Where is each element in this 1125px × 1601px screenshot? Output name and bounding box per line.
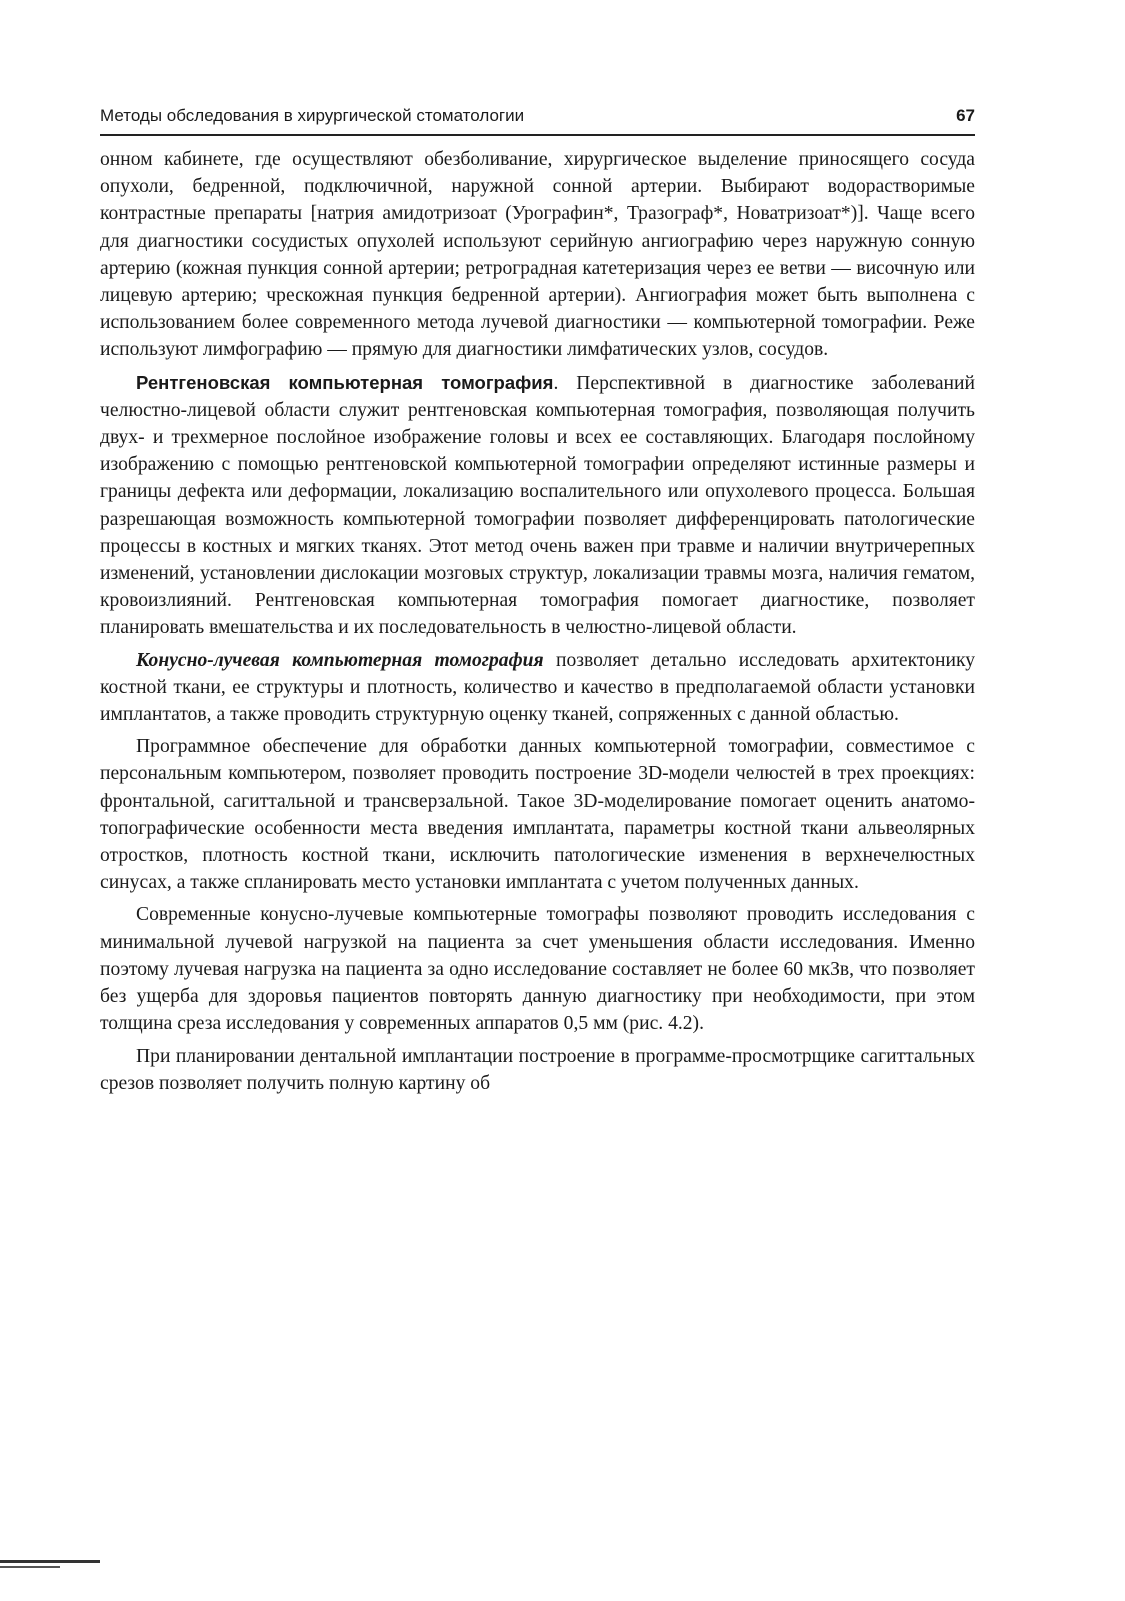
scan-edge-mark [0, 1566, 60, 1568]
paragraph-text: онном кабинете, где осуществляют обезболивание, хирургическое выделение приносящего сосуда опухоли, бедренной, подключичной, наружной сонной артерии. Выбирают водорастворимые контрастные препараты [натрия амидотризоат (Урографин*, Тразограф*, Новатризоат*)]. Чаще всего для диагностики сосудистых опухолей используют серийную ангиографию через наружную сонную артерию (кожная пункция сонной артерии; ретроградная катетеризация через ее ветви — височную или лицевую артерию; чрескожная пункция бедренной артерии). Ангиография может быть выполнена с использованием более современного метода лучевой диагностики — компьютерной томографии. Реже используют лимфографию — прямую для диагностики лимфатических узлов, сосудов. [100, 149, 975, 361]
paragraph-angiography-continued [100, 146, 975, 364]
paragraph-cbct [100, 647, 975, 729]
paragraph-text: При планировании дентальной имплантации построение в программе-просмотрщике сагиттальных срезов позволяет получить полную картину об [100, 1045, 975, 1094]
paragraph-radiation-dose [100, 901, 975, 1037]
paragraph-implant-planning [100, 1043, 975, 1097]
paragraph-ct [100, 369, 975, 642]
body-text [100, 146, 975, 1102]
section-heading-ct: Рентгеновская компьютерная томография [136, 371, 554, 393]
paragraph-software [100, 733, 975, 896]
running-header [100, 104, 975, 136]
page-number: 67 [956, 106, 975, 125]
paragraph-text: Современные конусно-лучевые компьютерные томографы позволяют проводить исследования с минимальной лучевой нагрузкой на пациента за счет уменьшения области исследования. Именно поэтому лучевая нагрузка на пациента за одно исследование составляет не более 60 мкЗв, что позволяет без ущерба для здоровья пациентов повторять данную диагностику при необходимости, при этом толщина среза исследования у современных аппаратов 0,5 мм (рис. 4.2). [100, 904, 975, 1035]
paragraph-text: . Перспективной в диагностике заболеваний челюстно-лицевой области служит рентгеновская компьютерная томография, позволяющая получить двух- и трехмерное послойное изображение головы и всех ее составляющих. Благодаря послойному изображению с помощью рентгеновской компьютерной томографии определяют истинные размеры и границы дефекта или деформации, локализацию воспалительного или опухолевого процесса. Большая разрешающая возможность компьютерной томографии позволяет дифференцировать патологические процессы в костных и мягких тканях. Этот метод очень важен при травме и наличии внутричерепных изменений, установлении дислокации мозговых структур, локализации травмы мозга, наличия гематом, кровоизлияний. Рентгеновская компьютерная томография помогает диагностике, позволяет планировать вмешательства и их последовательность в челюстно-лицевой области. [100, 372, 976, 639]
paragraph-text: позволяет детально исследовать архитектонику костной ткани, ее структуры и плотность, количество и качество в предполагаемой области установки имплантатов, а также проводить структурную оценку тканей, сопряженных с данной областью. [100, 649, 975, 726]
paragraph-text: Программное обеспечение для обработки данных компьютерной томографии, совместимое с персональным компьютером, позволяет проводить построение 3D-модели челюстей в трех проекциях: фронтальной, сагиттальной и трансверзальной. Такое 3D-моделирование помогает оценить анатомо-топографические особенности места введения имплантата, параметры костной ткани альвеолярных отростков, плотность костной ткани, исключить патологические изменения в верхнечелюстных синусах, а также спланировать место установки имплантата с учетом полученных данных. [100, 736, 975, 894]
section-heading-cbct: Конусно-лучевая компьютерная томография [136, 649, 544, 671]
scan-edge-mark [0, 1560, 100, 1563]
running-title: Методы обследования в хирургической стоматологии [100, 106, 525, 125]
